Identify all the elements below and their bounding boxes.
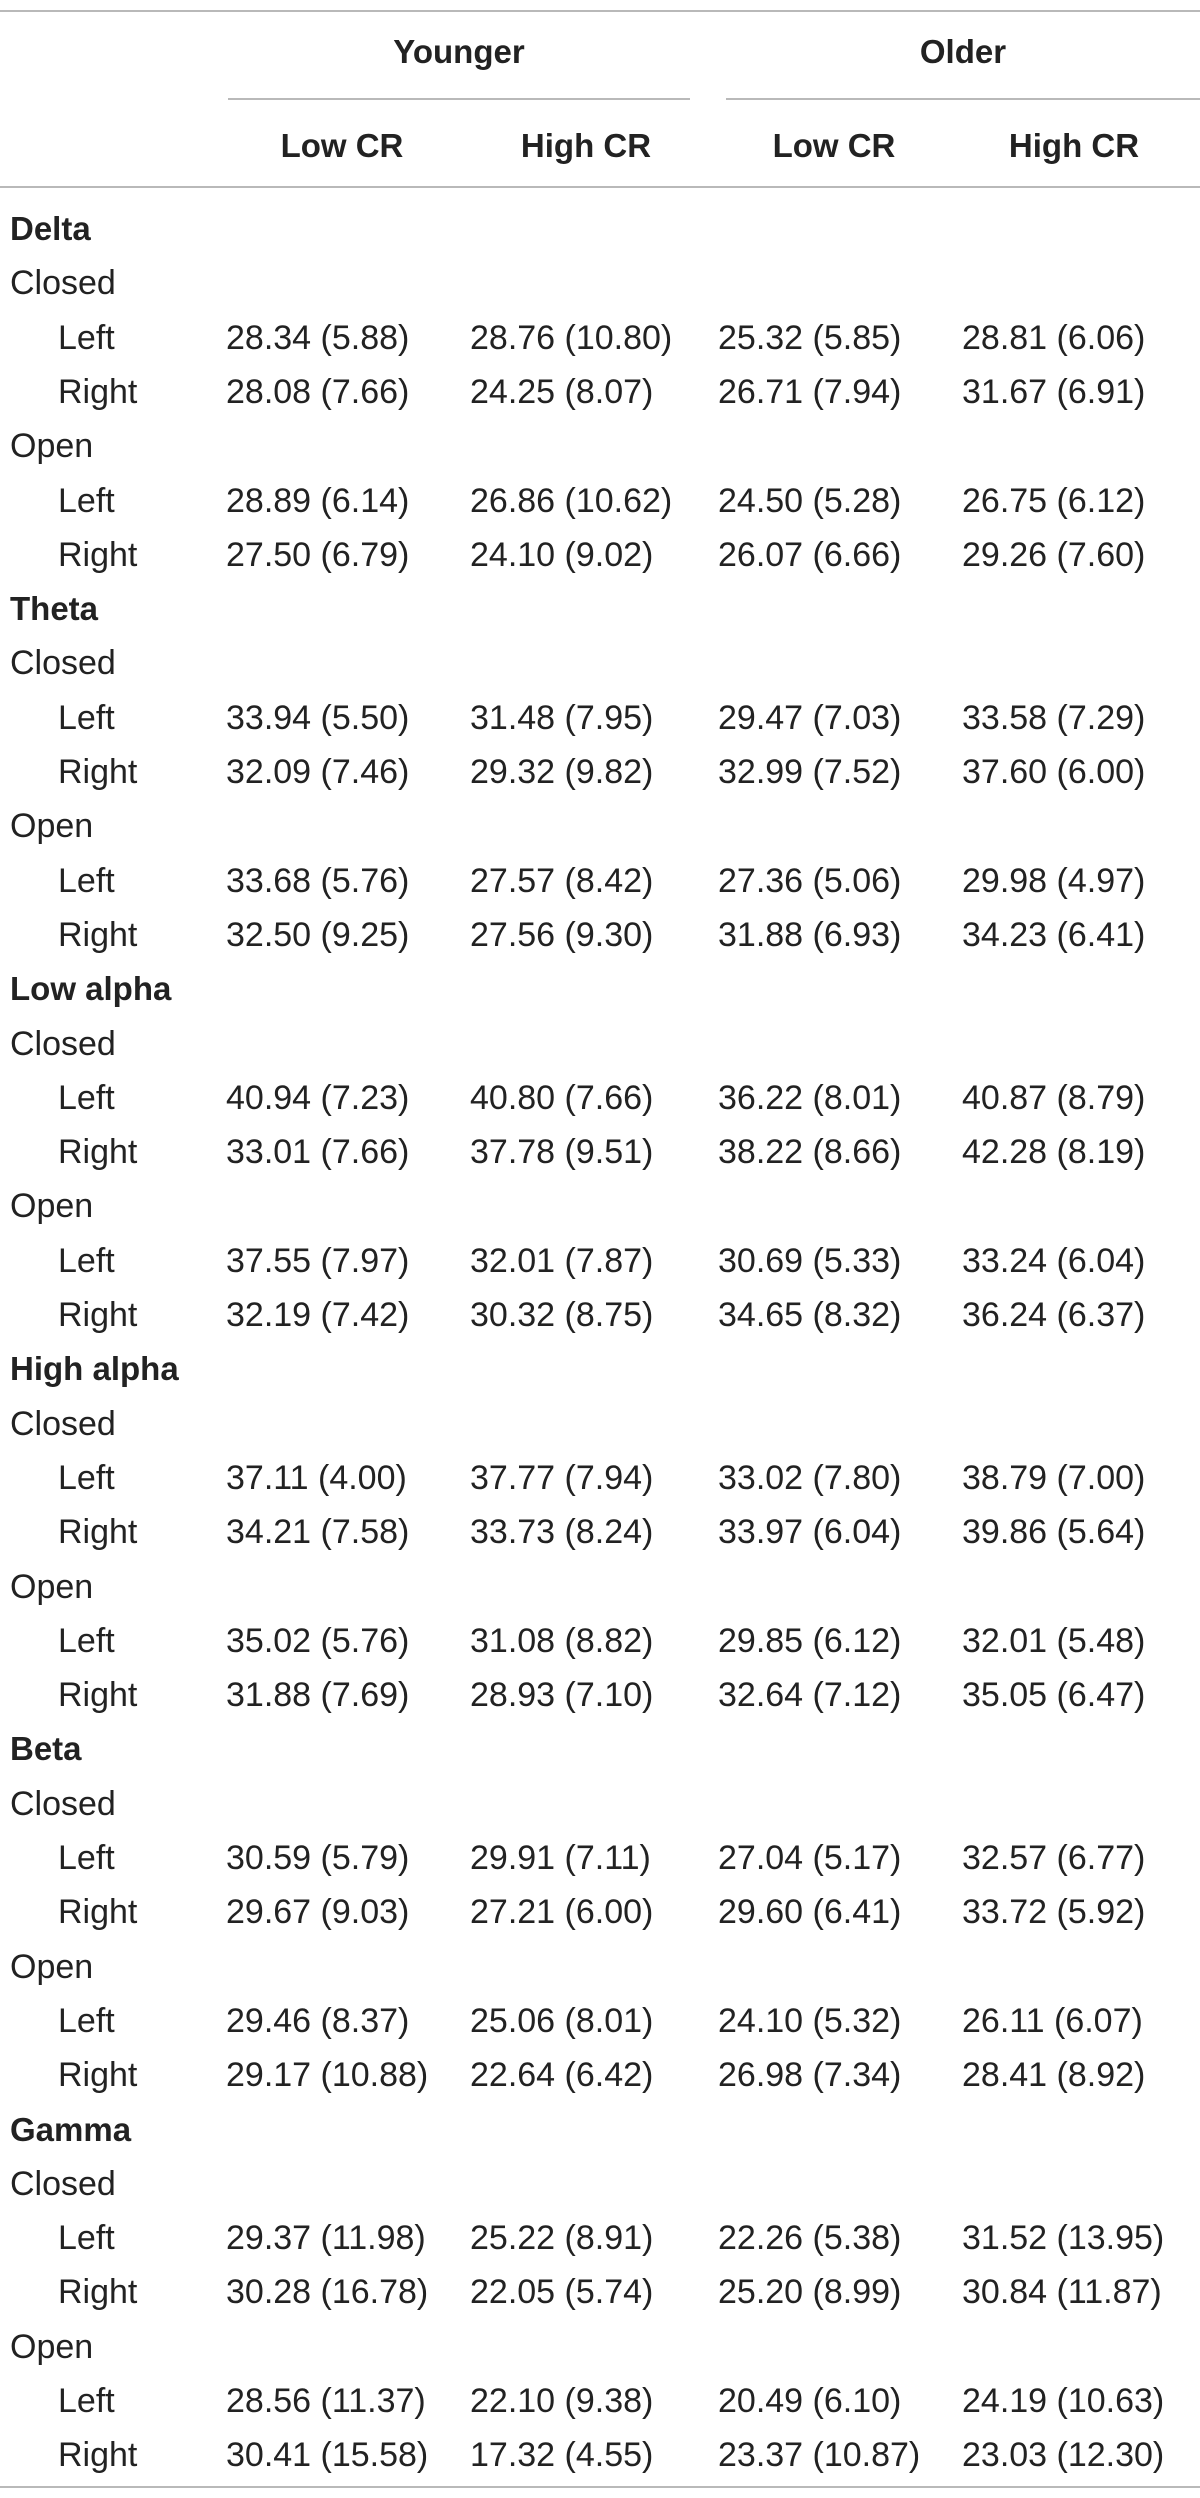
value-cell: 28.93 (7.10) <box>470 1676 654 1715</box>
side-label: Left <box>58 481 115 520</box>
value-cell: 26.71 (7.94) <box>718 372 902 411</box>
value-cell: 33.24 (6.04) <box>962 1241 1146 1280</box>
top-rule <box>0 10 1200 12</box>
value-cell: 32.19 (7.42) <box>226 1296 410 1334</box>
value-cell: 33.94 (5.50) <box>226 698 410 737</box>
value-cell: 29.17 (10.88) <box>226 2056 429 2095</box>
value-cell: 37.55 (7.97) <box>226 1241 410 1280</box>
value-cell: 23.03 (12.30) <box>962 2436 1165 2475</box>
value-cell: 29.37 (11.98) <box>226 2219 426 2258</box>
side-label: Left <box>58 1621 115 1660</box>
value-cell: 28.89 (6.14) <box>226 481 410 520</box>
value-cell: 36.22 (8.01) <box>718 1078 902 1117</box>
value-cell: 32.09 (7.46) <box>226 753 410 791</box>
value-cell: 33.68 (5.76) <box>226 861 410 900</box>
value-cell: 22.05 (5.74) <box>470 2273 654 2312</box>
condition-label: Closed <box>10 1784 116 1823</box>
side-label: Left <box>58 861 115 900</box>
value-cell: 26.07 (6.66) <box>718 535 902 574</box>
condition-label: Closed <box>10 1404 116 1443</box>
value-cell: 27.57 (8.42) <box>470 861 654 900</box>
value-cell: 27.36 (5.06) <box>718 861 902 900</box>
condition-label: Closed <box>10 2164 116 2203</box>
subheader-older-low-cr: Low CR <box>772 127 896 164</box>
value-cell: 28.56 (11.37) <box>226 2382 426 2420</box>
value-cell: 37.77 (7.94) <box>470 1458 654 1497</box>
value-cell: 30.84 (11.87) <box>962 2273 1162 2312</box>
value-cell: 40.94 (7.23) <box>226 1078 410 1117</box>
condition-label: Open <box>10 1567 94 1606</box>
side-label: Right <box>58 535 138 574</box>
value-cell: 28.76 (10.80) <box>470 318 673 357</box>
value-cell: 25.06 (8.01) <box>470 2001 654 2040</box>
value-cell: 23.37 (10.87) <box>718 2436 921 2475</box>
value-cell: 26.75 (6.12) <box>962 481 1146 520</box>
side-label: Right <box>58 1676 138 1715</box>
group-header-younger: Younger <box>393 33 525 70</box>
value-cell: 24.19 (10.63) <box>962 2382 1165 2420</box>
condition-label: Open <box>10 2327 94 2366</box>
value-cell: 25.32 (5.85) <box>718 318 902 357</box>
value-cell: 30.69 (5.33) <box>718 1241 902 1280</box>
value-cell: 27.04 (5.17) <box>718 1839 902 1877</box>
value-cell: 37.11 (4.00) <box>226 1458 407 1497</box>
side-label: Left <box>58 2001 115 2040</box>
side-label: Right <box>58 2056 138 2095</box>
value-cell: 29.91 (7.11) <box>470 1839 651 1877</box>
value-cell: 29.26 (7.60) <box>962 535 1146 574</box>
value-cell: 29.60 (6.41) <box>718 1893 902 1932</box>
value-cell: 28.41 (8.92) <box>962 2056 1146 2095</box>
side-label: Right <box>58 1296 138 1334</box>
group-rule-older <box>726 98 1200 100</box>
value-cell: 37.78 (9.51) <box>470 1133 654 1172</box>
condition-label: Closed <box>10 264 116 303</box>
value-cell: 33.58 (7.29) <box>962 698 1146 737</box>
side-label: Left <box>58 1241 115 1280</box>
value-cell: 31.48 (7.95) <box>470 698 654 737</box>
value-cell: 32.01 (5.48) <box>962 1621 1146 1660</box>
side-label: Right <box>58 915 138 954</box>
value-cell: 24.25 (8.07) <box>470 372 654 411</box>
value-cell: 32.01 (7.87) <box>470 1241 654 1280</box>
side-label: Right <box>58 753 138 791</box>
value-cell: 29.47 (7.03) <box>718 698 902 737</box>
value-cell: 39.86 (5.64) <box>962 1513 1146 1552</box>
side-label: Left <box>58 1458 115 1497</box>
subheader-older-high-cr: High CR <box>1008 127 1140 164</box>
value-cell: 35.02 (5.76) <box>226 1621 410 1660</box>
condition-label: Closed <box>10 1024 116 1063</box>
value-cell: 33.72 (5.92) <box>962 1893 1146 1932</box>
value-cell: 32.99 (7.52) <box>718 753 902 791</box>
condition-label: Closed <box>10 644 116 683</box>
value-cell: 26.11 (6.07) <box>962 2001 1143 2040</box>
value-cell: 29.85 (6.12) <box>718 1621 902 1660</box>
value-cell: 33.01 (7.66) <box>226 1133 410 1172</box>
value-cell: 38.79 (7.00) <box>962 1458 1146 1497</box>
value-cell: 28.08 (7.66) <box>226 372 410 411</box>
band-label: Delta <box>10 210 91 247</box>
value-cell: 25.22 (8.91) <box>470 2219 654 2258</box>
side-label: Right <box>58 1513 138 1552</box>
value-cell: 31.52 (13.95) <box>962 2219 1165 2258</box>
value-cell: 33.02 (7.80) <box>718 1458 902 1497</box>
value-cell: 34.23 (6.41) <box>962 915 1146 954</box>
side-label: Left <box>58 318 115 357</box>
group-header-older: Older <box>919 33 1007 70</box>
value-cell: 25.20 (8.99) <box>718 2273 902 2312</box>
value-cell: 31.67 (6.91) <box>962 372 1146 411</box>
band-label: Low alpha <box>10 970 172 1008</box>
side-label: Right <box>58 1893 138 1932</box>
subheader-younger-low-cr: Low CR <box>280 127 404 164</box>
side-label: Left <box>58 698 115 737</box>
side-label: Left <box>58 1078 115 1117</box>
value-cell: 30.32 (8.75) <box>470 1296 654 1334</box>
bottom-rule <box>0 2486 1200 2488</box>
value-cell: 22.64 (6.42) <box>470 2056 654 2095</box>
condition-label: Open <box>10 1187 94 1226</box>
value-cell: 20.49 (6.10) <box>718 2382 902 2420</box>
condition-label: Open <box>10 807 94 846</box>
group-rule-younger <box>228 98 690 100</box>
value-cell: 42.28 (8.19) <box>962 1133 1146 1172</box>
condition-label: Open <box>10 1947 94 1986</box>
value-cell: 32.57 (6.77) <box>962 1839 1146 1877</box>
condition-label: Open <box>10 427 94 466</box>
value-cell: 29.67 (9.03) <box>226 1893 410 1932</box>
value-cell: 34.21 (7.58) <box>226 1513 410 1552</box>
value-cell: 29.32 (9.82) <box>470 753 654 791</box>
value-cell: 29.98 (4.97) <box>962 861 1146 900</box>
value-cell: 22.10 (9.38) <box>470 2382 654 2420</box>
side-label: Right <box>58 372 138 411</box>
value-cell: 33.97 (6.04) <box>718 1513 902 1552</box>
value-cell: 24.50 (5.28) <box>718 481 902 520</box>
header-rule <box>0 186 1200 188</box>
value-cell: 32.64 (7.12) <box>718 1676 902 1715</box>
value-cell: 40.80 (7.66) <box>470 1078 654 1117</box>
value-cell: 35.05 (6.47) <box>962 1676 1146 1715</box>
value-cell: 17.32 (4.55) <box>470 2436 654 2475</box>
value-cell: 27.56 (9.30) <box>470 915 654 954</box>
value-cell: 22.26 (5.38) <box>718 2219 902 2258</box>
value-cell: 40.87 (8.79) <box>962 1078 1146 1117</box>
band-label: Theta <box>10 590 99 628</box>
value-cell: 30.41 (15.58) <box>226 2436 429 2475</box>
value-cell: 30.28 (16.78) <box>226 2273 429 2312</box>
value-cell: 34.65 (8.32) <box>718 1296 902 1334</box>
value-cell: 29.46 (8.37) <box>226 2001 410 2040</box>
subheader-younger-high-cr: High CR <box>520 127 652 164</box>
side-label: Right <box>58 1133 138 1172</box>
side-label: Left <box>58 2382 115 2420</box>
value-cell: 31.08 (8.82) <box>470 1621 654 1660</box>
side-label: Right <box>58 2436 138 2475</box>
value-cell: 28.81 (6.06) <box>962 318 1146 357</box>
value-cell: 26.86 (10.62) <box>470 481 673 520</box>
value-cell: 38.22 (8.66) <box>718 1133 902 1172</box>
value-cell: 30.59 (5.79) <box>226 1839 410 1877</box>
value-cell: 31.88 (7.69) <box>226 1676 410 1715</box>
value-cell: 27.21 (6.00) <box>470 1893 654 1932</box>
band-label: High alpha <box>10 1350 179 1388</box>
band-label: Beta <box>10 1730 82 1768</box>
value-cell: 31.88 (6.93) <box>718 915 902 954</box>
value-cell: 24.10 (5.32) <box>718 2001 902 2040</box>
side-label: Left <box>58 1839 115 1877</box>
value-cell: 26.98 (7.34) <box>718 2056 902 2095</box>
side-label: Right <box>58 2273 138 2312</box>
value-cell: 32.50 (9.25) <box>226 915 410 954</box>
value-cell: 28.34 (5.88) <box>226 318 410 357</box>
side-label: Left <box>58 2219 115 2258</box>
value-cell: 24.10 (9.02) <box>470 535 654 574</box>
value-cell: 36.24 (6.37) <box>962 1296 1146 1334</box>
value-cell: 27.50 (6.79) <box>226 535 410 574</box>
value-cell: 37.60 (6.00) <box>962 753 1146 791</box>
value-cell: 33.73 (8.24) <box>470 1513 654 1552</box>
band-label: Gamma <box>10 2110 132 2148</box>
